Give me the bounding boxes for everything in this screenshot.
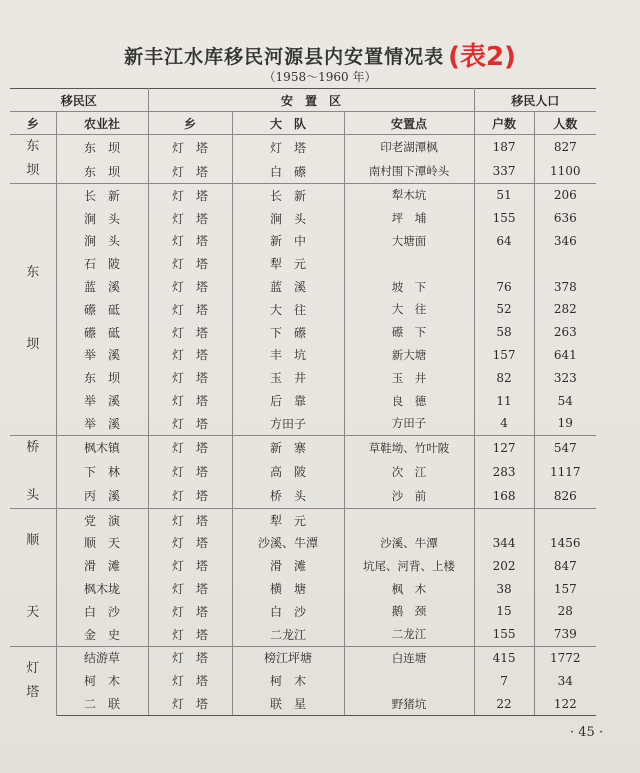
anzhidian-cell: 方田子 xyxy=(344,412,474,435)
renshu-cell: 847 xyxy=(534,554,596,577)
dadui-cell: 新 中 xyxy=(232,230,344,253)
hushu-cell: 51 xyxy=(474,184,534,207)
settle-xiang-cell: 灯 塔 xyxy=(148,389,232,412)
nongyeshe-cell: 东 坝 xyxy=(56,159,148,184)
table-tag: (表2) xyxy=(448,42,516,72)
table-row xyxy=(10,321,596,344)
anzhidian-cell: 玉 井 xyxy=(344,366,474,389)
table-row xyxy=(10,532,596,555)
hushu-cell xyxy=(474,252,534,275)
anzhidian-cell: 新大塘 xyxy=(344,344,474,367)
dadui-cell: 方田子 xyxy=(232,412,344,435)
table-row xyxy=(10,600,596,623)
table-row xyxy=(10,435,596,460)
settle-xiang-cell: 灯 塔 xyxy=(148,460,232,484)
settle-xiang-cell: 灯 塔 xyxy=(148,252,232,275)
hushu-cell: 15 xyxy=(474,600,534,623)
header-population: 移民人口 xyxy=(474,89,596,112)
dadui-cell: 长 新 xyxy=(232,184,344,207)
anzhidian-cell xyxy=(344,669,474,692)
renshu-cell: 1117 xyxy=(534,460,596,484)
origin-xiang-cell: 东 坝 xyxy=(10,135,56,184)
dadui-cell: 大 往 xyxy=(232,298,344,321)
anzhidian-cell xyxy=(344,508,474,531)
table-row xyxy=(10,460,596,484)
table-row xyxy=(10,344,596,367)
hushu-cell: 38 xyxy=(474,577,534,600)
nongyeshe-cell: 举 溪 xyxy=(56,344,148,367)
hushu-cell: 202 xyxy=(474,554,534,577)
nongyeshe-cell: 石 陂 xyxy=(56,252,148,275)
table-row xyxy=(10,623,596,646)
settle-xiang-cell: 灯 塔 xyxy=(148,344,232,367)
anzhidian-cell: 坪 埔 xyxy=(344,207,474,230)
table-row xyxy=(10,412,596,435)
renshu-cell: 54 xyxy=(534,389,596,412)
anzhidian-cell: 良 德 xyxy=(344,389,474,412)
hushu-cell: 155 xyxy=(474,623,534,646)
renshu-cell: 263 xyxy=(534,321,596,344)
origin-xiang-cell: 东 坝 xyxy=(10,184,56,436)
header-xiang: 乡 xyxy=(10,112,56,135)
hushu-cell: 187 xyxy=(474,135,534,160)
hushu-cell xyxy=(474,508,534,531)
page-number: · 45 · xyxy=(570,725,604,740)
renshu-cell: 636 xyxy=(534,207,596,230)
settle-xiang-cell: 灯 塔 xyxy=(148,135,232,160)
hushu-cell: 283 xyxy=(474,460,534,484)
settle-xiang-cell: 灯 塔 xyxy=(148,275,232,298)
settle-xiang-cell: 灯 塔 xyxy=(148,321,232,344)
table-row xyxy=(10,484,596,509)
nongyeshe-cell: 金 史 xyxy=(56,623,148,646)
renshu-cell: 157 xyxy=(534,577,596,600)
anzhidian-cell: 枫 木 xyxy=(344,577,474,600)
hushu-cell: 76 xyxy=(474,275,534,298)
renshu-cell: 28 xyxy=(534,600,596,623)
dadui-cell: 涧 头 xyxy=(232,207,344,230)
origin-xiang-cell: 桥 头 xyxy=(10,435,56,508)
settle-xiang-cell: 灯 塔 xyxy=(148,623,232,646)
nongyeshe-cell: 党 演 xyxy=(56,508,148,531)
header-origin: 移民区 xyxy=(10,89,148,112)
settle-xiang-cell: 灯 塔 xyxy=(148,600,232,623)
renshu-cell: 739 xyxy=(534,623,596,646)
table-row xyxy=(10,159,596,184)
nongyeshe-cell: 结游草 xyxy=(56,646,148,669)
anzhidian-cell: 野猪坑 xyxy=(344,692,474,715)
renshu-cell: 323 xyxy=(534,366,596,389)
nongyeshe-cell: 丙 溪 xyxy=(56,484,148,509)
renshu-cell: 122 xyxy=(534,692,596,715)
dadui-cell: 桥 头 xyxy=(232,484,344,509)
settle-xiang-cell: 灯 塔 xyxy=(148,532,232,555)
dadui-cell: 榜江坪塘 xyxy=(232,646,344,669)
nongyeshe-cell: 枫木镇 xyxy=(56,435,148,460)
anzhidian-cell: 白连塘 xyxy=(344,646,474,669)
table-row xyxy=(10,554,596,577)
renshu-cell: 1100 xyxy=(534,159,596,184)
renshu-cell: 547 xyxy=(534,435,596,460)
nongyeshe-cell: 白 沙 xyxy=(56,600,148,623)
hushu-cell: 344 xyxy=(474,532,534,555)
nongyeshe-cell: 涧 头 xyxy=(56,207,148,230)
anzhidian-cell: 大 往 xyxy=(344,298,474,321)
anzhidian-cell: 坡 下 xyxy=(344,275,474,298)
dadui-cell: 丰 坑 xyxy=(232,344,344,367)
hushu-cell: 157 xyxy=(474,344,534,367)
dadui-cell: 下 礤 xyxy=(232,321,344,344)
header-xiang-settle: 乡 xyxy=(148,112,232,135)
settle-xiang-cell: 灯 塔 xyxy=(148,554,232,577)
anzhidian-cell: 沙 前 xyxy=(344,484,474,509)
dadui-cell: 新 寨 xyxy=(232,435,344,460)
header-hushu: 户数 xyxy=(474,112,534,135)
dadui-cell: 玉 井 xyxy=(232,366,344,389)
table-row xyxy=(10,135,596,160)
nongyeshe-cell: 二 联 xyxy=(56,692,148,715)
hushu-cell: 415 xyxy=(474,646,534,669)
anzhidian-cell: 印老湖潭枫 xyxy=(344,135,474,160)
dadui-cell: 白 沙 xyxy=(232,600,344,623)
renshu-cell: 19 xyxy=(534,412,596,435)
renshu-cell: 641 xyxy=(534,344,596,367)
nongyeshe-cell: 下 林 xyxy=(56,460,148,484)
hushu-cell: 168 xyxy=(474,484,534,509)
table-title: 新丰江水库移民河源县内安置情况表 xyxy=(124,46,445,68)
table-row xyxy=(10,366,596,389)
hushu-cell: 11 xyxy=(474,389,534,412)
anzhidian-cell: 南村围下潭岭头 xyxy=(344,159,474,184)
settle-xiang-cell: 灯 塔 xyxy=(148,508,232,531)
dadui-cell: 后 靠 xyxy=(232,389,344,412)
dadui-cell: 犁 元 xyxy=(232,252,344,275)
dadui-cell: 灯 塔 xyxy=(232,135,344,160)
anzhidian-cell: 鹅 颈 xyxy=(344,600,474,623)
table-row xyxy=(10,389,596,412)
settle-xiang-cell: 灯 塔 xyxy=(148,577,232,600)
hushu-cell: 64 xyxy=(474,230,534,253)
renshu-cell: 346 xyxy=(534,230,596,253)
anzhidian-cell xyxy=(344,252,474,275)
dadui-cell: 二龙江 xyxy=(232,623,344,646)
hushu-cell: 337 xyxy=(474,159,534,184)
renshu-cell: 282 xyxy=(534,298,596,321)
hushu-cell: 22 xyxy=(474,692,534,715)
header-renshu: 人数 xyxy=(534,112,596,135)
anzhidian-cell: 二龙江 xyxy=(344,623,474,646)
nongyeshe-cell: 东 坝 xyxy=(56,135,148,160)
hushu-cell: 7 xyxy=(474,669,534,692)
nongyeshe-cell: 东 坝 xyxy=(56,366,148,389)
nongyeshe-cell: 柯 木 xyxy=(56,669,148,692)
header-row-groups xyxy=(10,89,596,112)
hushu-cell: 82 xyxy=(474,366,534,389)
anzhidian-cell: 次 江 xyxy=(344,460,474,484)
dadui-cell: 横 塘 xyxy=(232,577,344,600)
dadui-cell: 白 礤 xyxy=(232,159,344,184)
header-dadui: 大 队 xyxy=(232,112,344,135)
table-row xyxy=(10,646,596,669)
anzhidian-cell: 坑尾、河背、上楼 xyxy=(344,554,474,577)
table-subtitle: （1958～1960 年） xyxy=(263,70,377,84)
dadui-cell: 滑 滩 xyxy=(232,554,344,577)
settle-xiang-cell: 灯 塔 xyxy=(148,230,232,253)
hushu-cell: 58 xyxy=(474,321,534,344)
anzhidian-cell: 草鞋坳、竹叶陂 xyxy=(344,435,474,460)
settle-xiang-cell: 灯 塔 xyxy=(148,207,232,230)
dadui-cell: 联 星 xyxy=(232,692,344,715)
settle-xiang-cell: 灯 塔 xyxy=(148,366,232,389)
dadui-cell: 犁 元 xyxy=(232,508,344,531)
dadui-cell: 高 陂 xyxy=(232,460,344,484)
anzhidian-cell: 沙溪、牛潭 xyxy=(344,532,474,555)
table-row xyxy=(10,692,596,715)
nongyeshe-cell: 滑 滩 xyxy=(56,554,148,577)
hushu-cell: 4 xyxy=(474,412,534,435)
hushu-cell: 127 xyxy=(474,435,534,460)
renshu-cell: 206 xyxy=(534,184,596,207)
nongyeshe-cell: 举 溪 xyxy=(56,389,148,412)
hushu-cell: 52 xyxy=(474,298,534,321)
header-row-columns xyxy=(10,112,596,135)
settle-xiang-cell: 灯 塔 xyxy=(148,159,232,184)
dadui-cell: 蓝 溪 xyxy=(232,275,344,298)
nongyeshe-cell: 礤 砥 xyxy=(56,321,148,344)
table-row xyxy=(10,252,596,275)
table-row xyxy=(10,207,596,230)
anzhidian-cell: 礤 下 xyxy=(344,321,474,344)
table-row xyxy=(10,508,596,531)
renshu-cell xyxy=(534,508,596,531)
nongyeshe-cell: 长 新 xyxy=(56,184,148,207)
nongyeshe-cell: 涧 头 xyxy=(56,230,148,253)
settle-xiang-cell: 灯 塔 xyxy=(148,435,232,460)
renshu-cell: 1772 xyxy=(534,646,596,669)
renshu-cell: 1456 xyxy=(534,532,596,555)
renshu-cell: 378 xyxy=(534,275,596,298)
settle-xiang-cell: 灯 塔 xyxy=(148,484,232,509)
anzhidian-cell: 大塘面 xyxy=(344,230,474,253)
settle-xiang-cell: 灯 塔 xyxy=(148,184,232,207)
settle-xiang-cell: 灯 塔 xyxy=(148,412,232,435)
nongyeshe-cell: 顺 天 xyxy=(56,532,148,555)
nongyeshe-cell: 礤 砥 xyxy=(56,298,148,321)
table-row xyxy=(10,577,596,600)
resettlement-table xyxy=(10,88,596,716)
nongyeshe-cell: 枫木垅 xyxy=(56,577,148,600)
renshu-cell: 827 xyxy=(534,135,596,160)
table-row xyxy=(10,298,596,321)
hushu-cell: 155 xyxy=(474,207,534,230)
renshu-cell: 826 xyxy=(534,484,596,509)
header-settle: 安 置 区 xyxy=(148,89,474,112)
settle-xiang-cell: 灯 塔 xyxy=(148,692,232,715)
renshu-cell: 34 xyxy=(534,669,596,692)
origin-xiang-cell: 灯 塔 xyxy=(10,646,56,715)
header-anzhidian: 安置点 xyxy=(344,112,474,135)
dadui-cell: 沙溪、牛潭 xyxy=(232,532,344,555)
table-row xyxy=(10,669,596,692)
settle-xiang-cell: 灯 塔 xyxy=(148,298,232,321)
settle-xiang-cell: 灯 塔 xyxy=(148,669,232,692)
table-row xyxy=(10,230,596,253)
renshu-cell xyxy=(534,252,596,275)
dadui-cell: 柯 木 xyxy=(232,669,344,692)
table-row xyxy=(10,184,596,207)
nongyeshe-cell: 举 溪 xyxy=(56,412,148,435)
origin-xiang-cell: 顺 天 xyxy=(10,508,56,646)
nongyeshe-cell: 蓝 溪 xyxy=(56,275,148,298)
settle-xiang-cell: 灯 塔 xyxy=(148,646,232,669)
header-nongyeshe: 农业社 xyxy=(56,112,148,135)
anzhidian-cell: 犁木坑 xyxy=(344,184,474,207)
table-row xyxy=(10,275,596,298)
